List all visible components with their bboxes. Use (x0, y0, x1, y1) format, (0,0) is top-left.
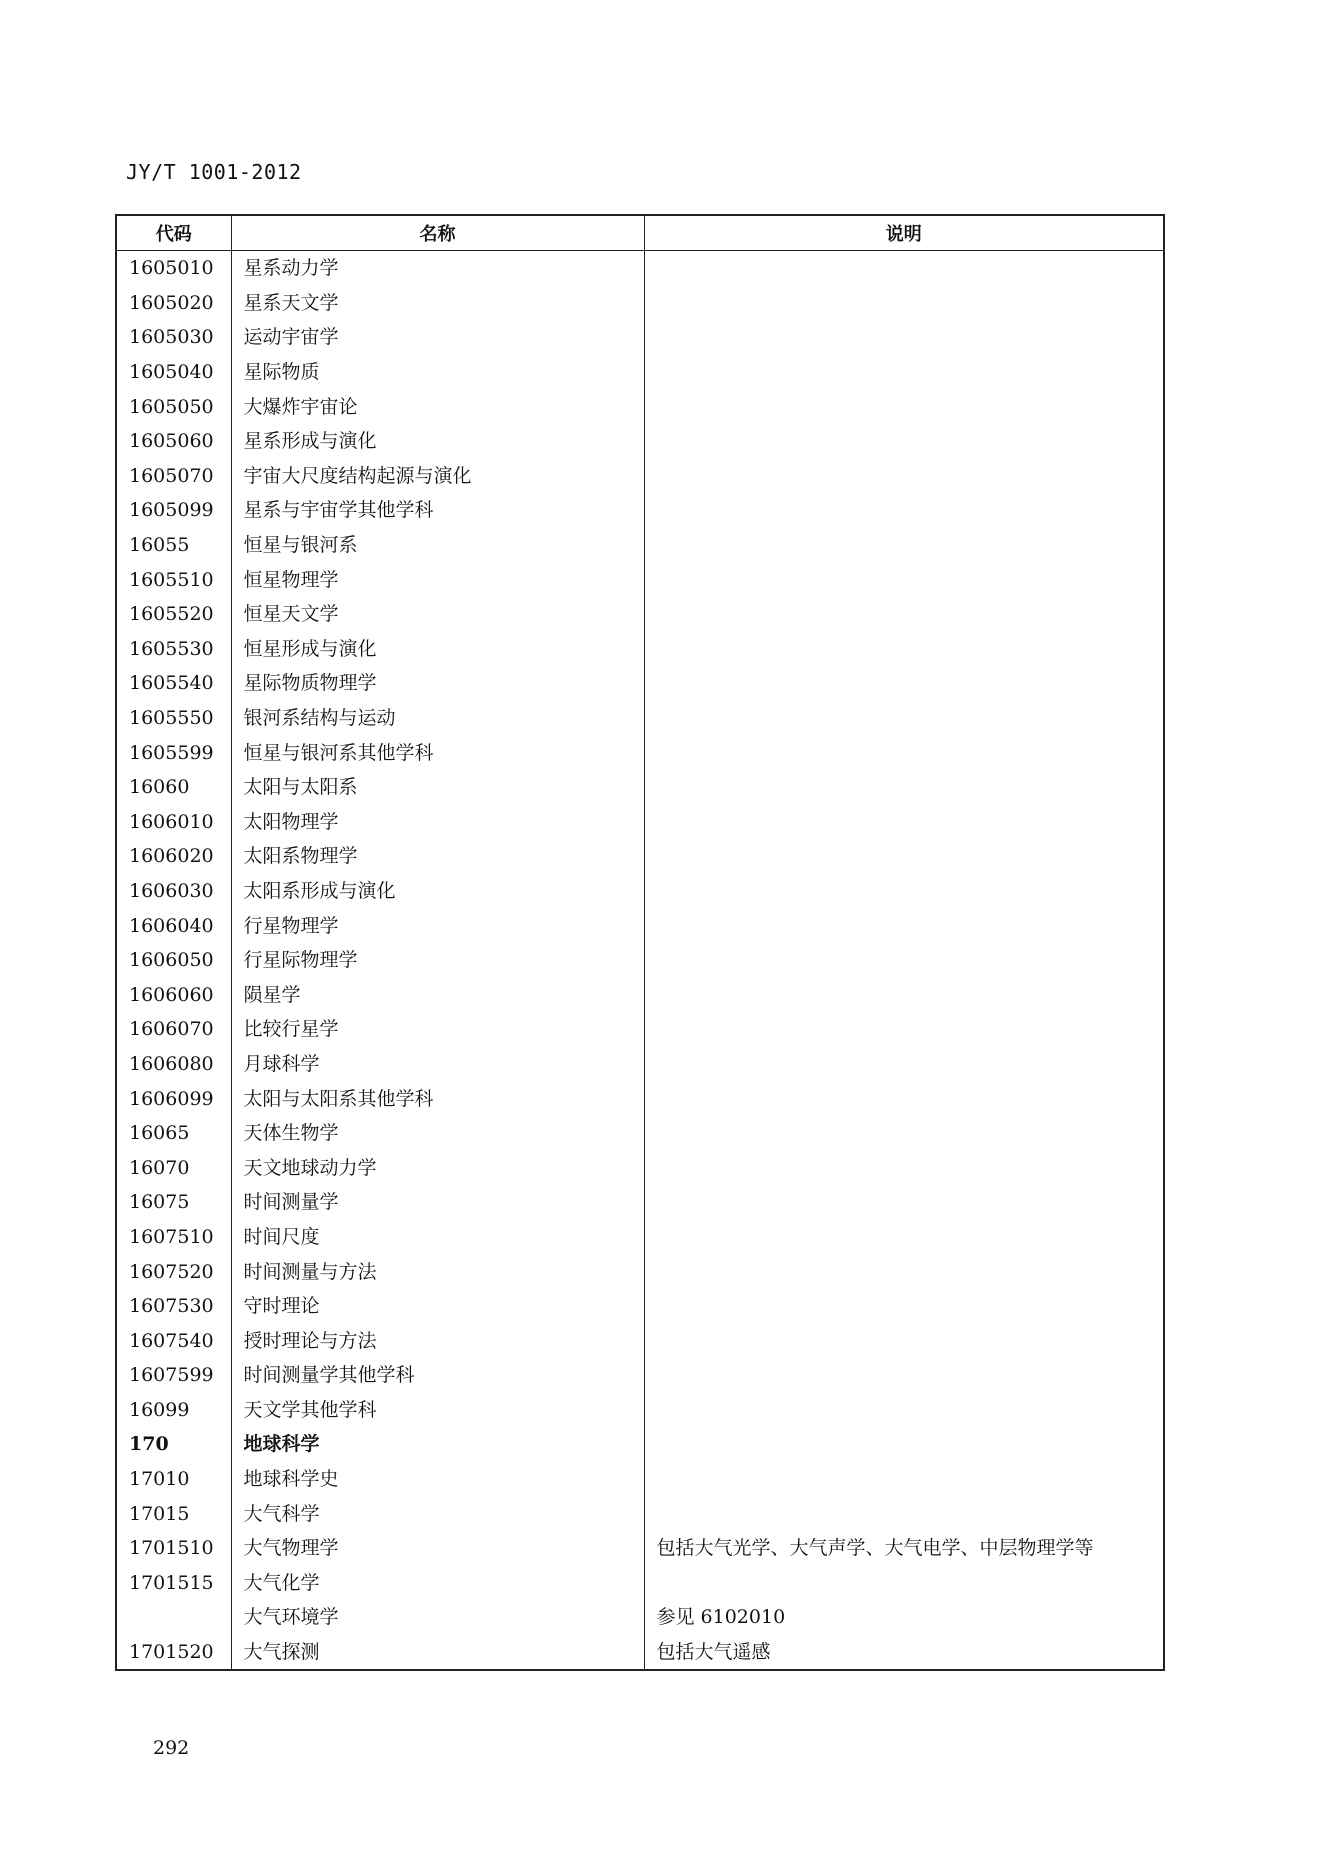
table-row (116, 1427, 1164, 1462)
column-header-name: 名称 (231, 215, 644, 251)
table-row (116, 666, 1164, 701)
table-row (116, 1220, 1164, 1255)
cell-note: 包括大气遥感 (644, 1635, 1164, 1671)
cell-code: 170 (116, 1427, 231, 1462)
cell-name: 比较行星学 (231, 1012, 644, 1047)
cell-code: 1605010 (116, 251, 231, 286)
table-row (116, 459, 1164, 494)
table-row (116, 908, 1164, 943)
cell-code: 1605040 (116, 355, 231, 390)
cell-note (644, 1462, 1164, 1497)
cell-code: 16060 (116, 770, 231, 805)
cell-code: 16055 (116, 528, 231, 563)
table-row (116, 1150, 1164, 1185)
cell-note (644, 1116, 1164, 1151)
cell-code: 17010 (116, 1462, 231, 1497)
table-row (116, 701, 1164, 736)
cell-code: 1605050 (116, 389, 231, 424)
cell-note (644, 1150, 1164, 1185)
cell-note (644, 701, 1164, 736)
table-row (116, 1012, 1164, 1047)
table-row (116, 1116, 1164, 1151)
column-header-code: 代码 (116, 215, 231, 251)
cell-code: 1606060 (116, 977, 231, 1012)
table-row (116, 355, 1164, 390)
cell-code: 1701515 (116, 1566, 231, 1601)
cell-name: 星系与宇宙学其他学科 (231, 493, 644, 528)
cell-name: 太阳系物理学 (231, 839, 644, 874)
cell-note (644, 1081, 1164, 1116)
cell-name: 太阳与太阳系 (231, 770, 644, 805)
table-row (116, 562, 1164, 597)
cell-note (644, 493, 1164, 528)
table-row (116, 1289, 1164, 1324)
table-row (116, 1600, 1164, 1635)
cell-note (644, 1254, 1164, 1289)
cell-name: 陨星学 (231, 977, 644, 1012)
cell-name: 天体生物学 (231, 1116, 644, 1151)
cell-code: 1701520 (116, 1635, 231, 1671)
cell-name: 大气环境学 (231, 1600, 644, 1635)
cell-note (644, 424, 1164, 459)
cell-name: 星系形成与演化 (231, 424, 644, 459)
table-body (116, 251, 1164, 1671)
cell-name: 恒星物理学 (231, 562, 644, 597)
cell-code: 1605070 (116, 459, 231, 494)
table-row (116, 1081, 1164, 1116)
table-row (116, 1566, 1164, 1601)
cell-name: 太阳与太阳系其他学科 (231, 1081, 644, 1116)
cell-code: 1606080 (116, 1047, 231, 1082)
cell-code: 16070 (116, 1150, 231, 1185)
table-row (116, 528, 1164, 563)
table-row (116, 286, 1164, 321)
cell-note (644, 597, 1164, 632)
cell-name: 行星物理学 (231, 908, 644, 943)
table-row (116, 943, 1164, 978)
cell-note (644, 528, 1164, 563)
cell-note (644, 459, 1164, 494)
cell-code: 16065 (116, 1116, 231, 1151)
cell-note (644, 355, 1164, 390)
cell-note (644, 1393, 1164, 1428)
cell-code: 1701510 (116, 1531, 231, 1566)
cell-name: 行星际物理学 (231, 943, 644, 978)
cell-note (644, 735, 1164, 770)
cell-name: 天文地球动力学 (231, 1150, 644, 1185)
cell-note (644, 1047, 1164, 1082)
cell-note (644, 1220, 1164, 1255)
cell-note (644, 770, 1164, 805)
cell-code: 1606050 (116, 943, 231, 978)
cell-note (644, 251, 1164, 286)
cell-note (644, 562, 1164, 597)
discipline-code-table (115, 214, 1165, 1671)
cell-name: 星系天文学 (231, 286, 644, 321)
cell-name: 星际物质 (231, 355, 644, 390)
cell-name: 守时理论 (231, 1289, 644, 1324)
cell-note (644, 632, 1164, 667)
cell-code: 1607530 (116, 1289, 231, 1324)
cell-note (644, 805, 1164, 840)
cell-name: 恒星与银河系 (231, 528, 644, 563)
cell-note: 参见 6102010 (644, 1600, 1164, 1635)
cell-name: 地球科学史 (231, 1462, 644, 1497)
cell-code: 1606010 (116, 805, 231, 840)
table-row (116, 1531, 1164, 1566)
cell-note (644, 1358, 1164, 1393)
cell-code: 1606070 (116, 1012, 231, 1047)
cell-name: 大爆炸宇宙论 (231, 389, 644, 424)
cell-code: 1606020 (116, 839, 231, 874)
cell-name: 时间尺度 (231, 1220, 644, 1255)
cell-name: 时间测量与方法 (231, 1254, 644, 1289)
cell-note (644, 1496, 1164, 1531)
column-header-note: 说明 (644, 215, 1164, 251)
cell-note: 包括大气光学、大气声学、大气电学、中层物理学等 (644, 1531, 1164, 1566)
table-row (116, 1323, 1164, 1358)
table-row (116, 977, 1164, 1012)
cell-code: 1606040 (116, 908, 231, 943)
cell-name: 恒星形成与演化 (231, 632, 644, 667)
table-row (116, 1393, 1164, 1428)
cell-name: 天文学其他学科 (231, 1393, 644, 1428)
table-row (116, 493, 1164, 528)
table-row (116, 1254, 1164, 1289)
table-row (116, 1047, 1164, 1082)
cell-note (644, 1012, 1164, 1047)
cell-note (644, 839, 1164, 874)
cell-note (644, 1566, 1164, 1601)
cell-name: 宇宙大尺度结构起源与演化 (231, 459, 644, 494)
cell-code: 1605540 (116, 666, 231, 701)
cell-name: 恒星天文学 (231, 597, 644, 632)
cell-note (644, 1323, 1164, 1358)
cell-name: 时间测量学 (231, 1185, 644, 1220)
table-header-row (116, 215, 1164, 251)
table-row (116, 320, 1164, 355)
cell-name: 大气探测 (231, 1635, 644, 1671)
cell-name: 银河系结构与运动 (231, 701, 644, 736)
cell-code: 1605099 (116, 493, 231, 528)
cell-name: 月球科学 (231, 1047, 644, 1082)
page-number: 292 (153, 1737, 190, 1759)
cell-note (644, 943, 1164, 978)
table-row (116, 805, 1164, 840)
cell-name: 授时理论与方法 (231, 1323, 644, 1358)
cell-name: 恒星与银河系其他学科 (231, 735, 644, 770)
cell-code: 1605020 (116, 286, 231, 321)
cell-note (644, 286, 1164, 321)
cell-note (644, 908, 1164, 943)
cell-note (644, 1185, 1164, 1220)
cell-code: 1605599 (116, 735, 231, 770)
standard-code: JY/T 1001-2012 (126, 160, 302, 184)
table-row (116, 389, 1164, 424)
cell-code: 1607510 (116, 1220, 231, 1255)
cell-code: 16075 (116, 1185, 231, 1220)
cell-name: 地球科学 (231, 1427, 644, 1462)
table-row (116, 1496, 1164, 1531)
table-row (116, 1635, 1164, 1671)
cell-name: 太阳物理学 (231, 805, 644, 840)
cell-note (644, 874, 1164, 909)
cell-note (644, 320, 1164, 355)
cell-code: 1606030 (116, 874, 231, 909)
cell-name: 星际物质物理学 (231, 666, 644, 701)
cell-code: 1607520 (116, 1254, 231, 1289)
table-row (116, 839, 1164, 874)
cell-name: 大气物理学 (231, 1531, 644, 1566)
cell-note (644, 1289, 1164, 1324)
cell-code: 16099 (116, 1393, 231, 1428)
table-row (116, 1358, 1164, 1393)
cell-code: 1605030 (116, 320, 231, 355)
cell-name: 时间测量学其他学科 (231, 1358, 644, 1393)
cell-name: 星系动力学 (231, 251, 644, 286)
table-row (116, 424, 1164, 459)
table-row (116, 874, 1164, 909)
cell-code: 1606099 (116, 1081, 231, 1116)
cell-code: 1607540 (116, 1323, 231, 1358)
cell-name: 运动宇宙学 (231, 320, 644, 355)
cell-code: 1605550 (116, 701, 231, 736)
cell-code: 1605510 (116, 562, 231, 597)
table-row (116, 597, 1164, 632)
cell-name: 大气化学 (231, 1566, 644, 1601)
cell-note (644, 977, 1164, 1012)
cell-code: 17015 (116, 1496, 231, 1531)
cell-note (644, 1427, 1164, 1462)
table-row (116, 1185, 1164, 1220)
cell-code: 1607599 (116, 1358, 231, 1393)
table-row (116, 770, 1164, 805)
table-row (116, 735, 1164, 770)
table-row (116, 1462, 1164, 1497)
cell-name: 太阳系形成与演化 (231, 874, 644, 909)
table-row (116, 632, 1164, 667)
cell-code: 1605530 (116, 632, 231, 667)
table-row (116, 251, 1164, 286)
cell-note (644, 389, 1164, 424)
cell-name: 大气科学 (231, 1496, 644, 1531)
cell-code (116, 1600, 231, 1635)
cell-code: 1605060 (116, 424, 231, 459)
cell-code: 1605520 (116, 597, 231, 632)
cell-note (644, 666, 1164, 701)
